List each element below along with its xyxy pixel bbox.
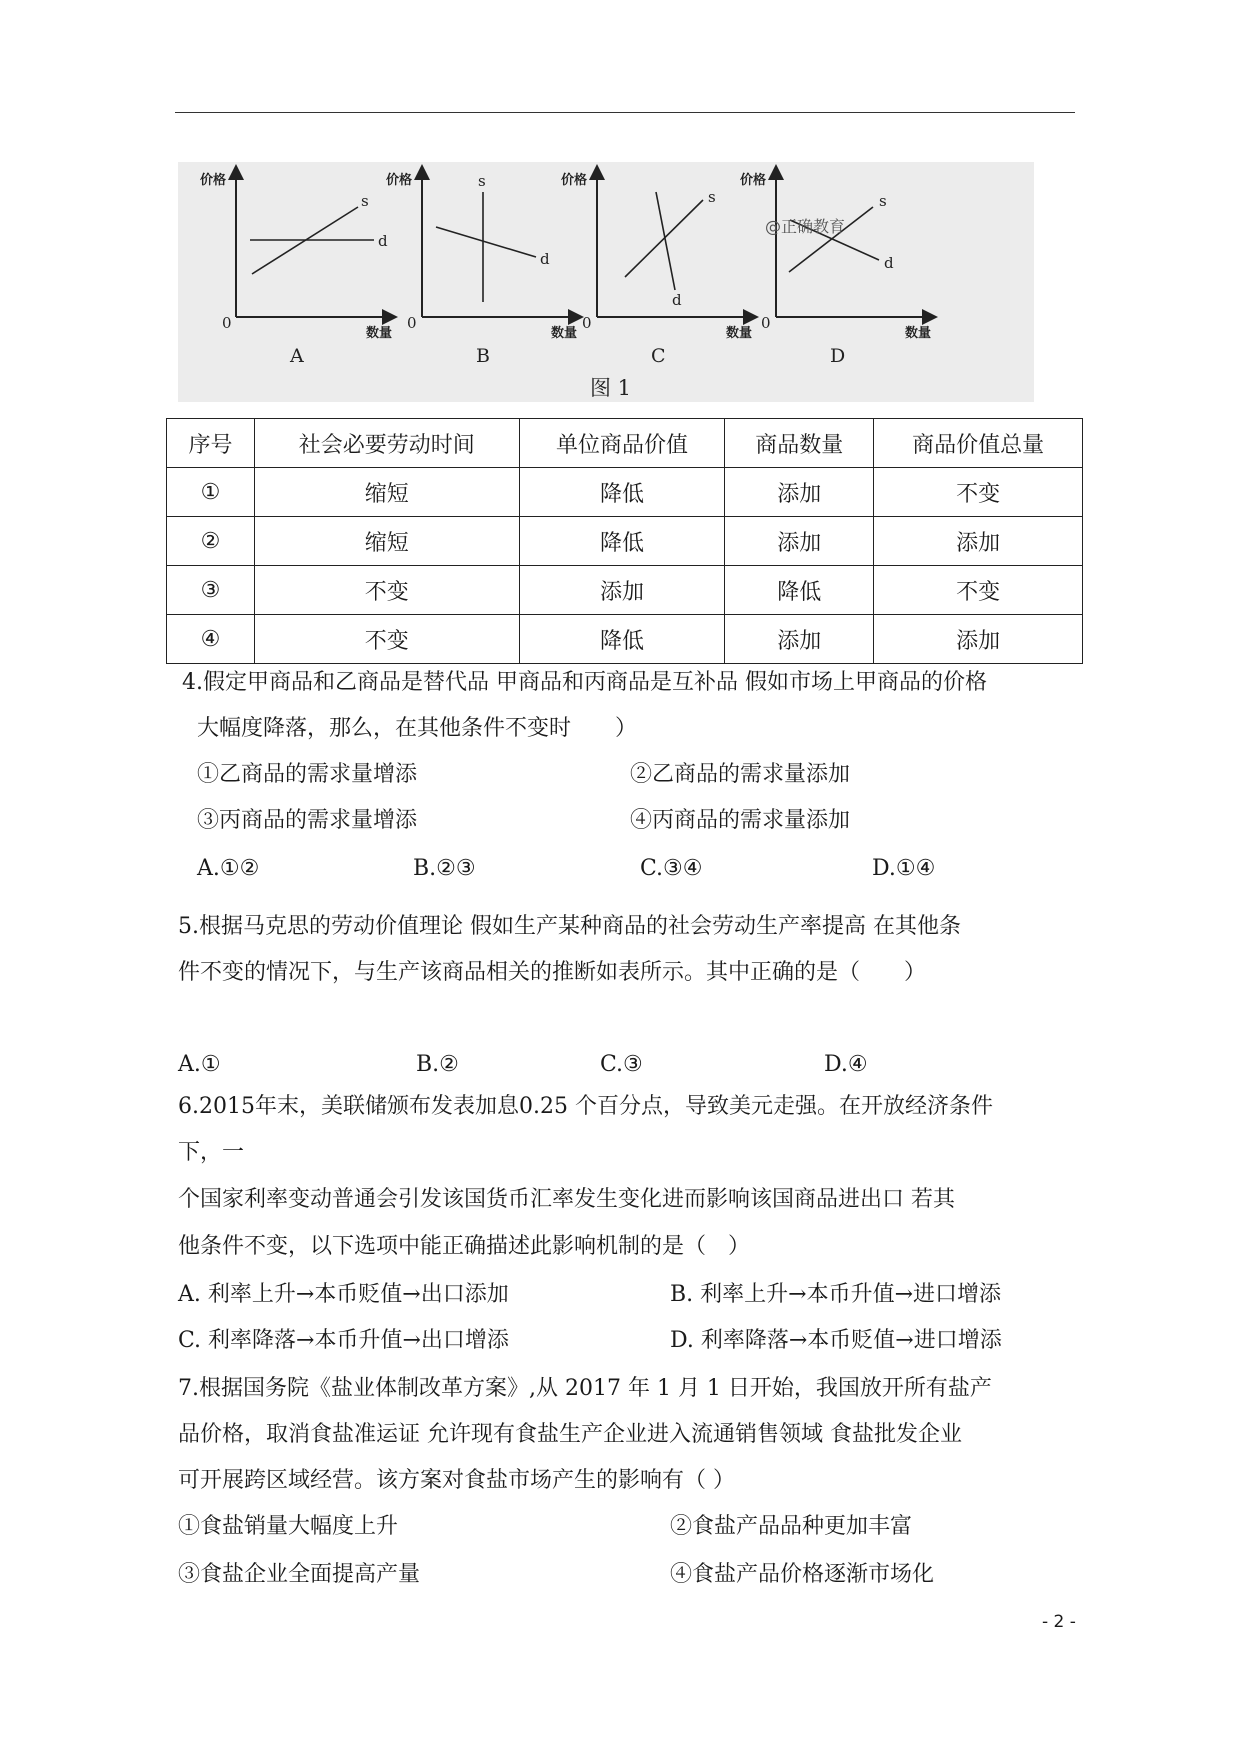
table-cell: 降低 bbox=[519, 468, 725, 517]
table-header-row bbox=[167, 419, 1083, 468]
demand-label: d bbox=[378, 232, 388, 250]
supply-line bbox=[625, 200, 703, 277]
q6-stem-line3: 个国家利率变动普通会引发该国货币汇率发生变化进而影响该国商品进出口 若其 bbox=[178, 1187, 955, 1212]
table-cell: 不变 bbox=[254, 566, 519, 615]
origin-label: 0 bbox=[407, 314, 417, 332]
origin-label: 0 bbox=[761, 314, 771, 332]
table-cell: 不变 bbox=[254, 615, 519, 664]
q4-choice-c: C.③④ bbox=[640, 856, 703, 881]
origin-label: 0 bbox=[222, 314, 232, 332]
table-cell: 不变 bbox=[874, 468, 1083, 517]
q5-stem-line2: 件不变的情况下，与生产该商品相关的推断如表所示。其中正确的是（ ） bbox=[178, 960, 927, 985]
table-header: 序号 bbox=[167, 419, 255, 468]
q6-stem-line2: 下，一 bbox=[178, 1140, 245, 1165]
table-header: 商品数量 bbox=[725, 419, 874, 468]
table-cell: 添加 bbox=[519, 566, 725, 615]
header-rule bbox=[175, 112, 1075, 113]
q7-stem-line3: 可开展跨区域经营。该方案对食盐市场产生的影响有（ ） bbox=[178, 1468, 735, 1493]
table-cell: 不变 bbox=[874, 566, 1083, 615]
y-axis-label: 价格 bbox=[200, 173, 227, 188]
panel-label: B bbox=[476, 345, 490, 367]
supply-demand-figure bbox=[178, 162, 1034, 402]
q5-choice-a: A.① bbox=[178, 1052, 221, 1077]
q7-statement-3: ③食盐企业全面提高产量 bbox=[178, 1562, 421, 1587]
q5-choice-d: D.④ bbox=[824, 1052, 868, 1077]
x-axis-label: 数量 bbox=[366, 326, 393, 341]
q4-statement-1: ①乙商品的需求量增添 bbox=[197, 762, 418, 787]
q7-statement-1: ①食盐销量大幅度上升 bbox=[178, 1514, 399, 1539]
y-axis-label: 价格 bbox=[740, 173, 767, 188]
page-number: - 2 - bbox=[1042, 1612, 1076, 1632]
demand-label: d bbox=[672, 291, 682, 309]
q7-stem-line1: 7.根据国务院《盐业体制改革方案》,从 2017 年 1 月 1 日开始，我国放开所有盐产 bbox=[178, 1376, 992, 1401]
q5-stem-line1: 5.根据马克思的劳动价值理论 假如生产某种商品的社会劳动生产率提高 在其他条 bbox=[178, 914, 961, 939]
q4-statement-4: ④丙商品的需求量添加 bbox=[630, 808, 851, 833]
q5-choice-c: C.③ bbox=[600, 1052, 643, 1077]
q4-choice-b: B.②③ bbox=[413, 856, 476, 881]
table-cell: 降低 bbox=[519, 517, 725, 566]
table-cell: 添加 bbox=[874, 615, 1083, 664]
x-axis-label: 数量 bbox=[905, 326, 932, 341]
demand-label: d bbox=[540, 250, 550, 268]
supply-demand-graphs bbox=[178, 162, 1034, 402]
q4-choice-d: D.①④ bbox=[872, 856, 936, 881]
table-row bbox=[167, 517, 1083, 566]
table-cell: ③ bbox=[167, 566, 255, 615]
table-cell: ① bbox=[167, 468, 255, 517]
q5-choice-b: B.② bbox=[416, 1052, 459, 1077]
table-cell: 添加 bbox=[725, 615, 874, 664]
supply-label: s bbox=[879, 192, 887, 210]
q7-statement-4: ④食盐产品价格逐渐市场化 bbox=[670, 1562, 935, 1587]
table-header: 单位商品价值 bbox=[519, 419, 725, 468]
panel-label: C bbox=[651, 345, 666, 367]
y-axis-label: 价格 bbox=[561, 173, 588, 188]
demand-line bbox=[436, 227, 536, 257]
supply-label: s bbox=[361, 192, 369, 210]
table-cell: 添加 bbox=[725, 517, 874, 566]
table-header: 商品价值总量 bbox=[874, 419, 1083, 468]
x-axis-label: 数量 bbox=[551, 326, 578, 341]
demand-label: d bbox=[884, 254, 894, 272]
data-table bbox=[166, 418, 1083, 664]
q4-stem-line2: 大幅度降落，那么，在其他条件不变时 ） bbox=[197, 716, 638, 741]
table-cell: 添加 bbox=[725, 468, 874, 517]
table-cell: 降低 bbox=[519, 615, 725, 664]
table-cell: 缩短 bbox=[254, 468, 519, 517]
q6-choice-c: C. 利率降落→本币升值→出口增添 bbox=[178, 1328, 509, 1353]
x-axis-label: 数量 bbox=[726, 326, 753, 341]
q6-stem-line1: 6.2015年末，美联储颁布发表加息0.25 个百分点，导致美元走强。在开放经济条件 bbox=[178, 1094, 993, 1119]
q7-stem-line2: 品价格，取消食盐准运证 允许现有食盐生产企业进入流通销售领域 食盐批发企业 bbox=[178, 1422, 962, 1447]
watermark: @正确教育 bbox=[765, 217, 846, 236]
table-row bbox=[167, 615, 1083, 664]
table-header: 社会必要劳动时间 bbox=[254, 419, 519, 468]
supply-label: s bbox=[708, 188, 716, 206]
graph-c bbox=[561, 172, 752, 367]
origin-label: 0 bbox=[582, 314, 592, 332]
q6-stem-line4: 他条件不变，以下选项中能正确描述此影响机制的是（ ） bbox=[178, 1234, 751, 1259]
y-axis-label: 价格 bbox=[386, 173, 413, 188]
q4-statement-3: ③丙商品的需求量增添 bbox=[197, 808, 418, 833]
q6-choice-b: B. 利率上升→本币升值→进口增添 bbox=[670, 1282, 1002, 1307]
panel-label: A bbox=[290, 345, 304, 367]
table-cell: 缩短 bbox=[254, 517, 519, 566]
demand-line bbox=[656, 192, 675, 290]
q4-choice-a: A.①② bbox=[197, 856, 260, 881]
q4-stem-line1: 4.假定甲商品和乙商品是替代品 甲商品和丙商品是互补品 假如市场上甲商品的价格 bbox=[182, 670, 987, 695]
table-cell: 降低 bbox=[725, 566, 874, 615]
table-cell: 添加 bbox=[874, 517, 1083, 566]
q7-statement-2: ②食盐产品品种更加丰富 bbox=[670, 1514, 913, 1539]
q6-choice-d: D. 利率降落→本币贬值→进口增添 bbox=[670, 1328, 1002, 1353]
panel-label: D bbox=[830, 345, 846, 367]
graph-a bbox=[200, 172, 392, 367]
supply-label: s bbox=[478, 172, 486, 190]
table-row bbox=[167, 468, 1083, 517]
graph-b bbox=[386, 172, 577, 367]
q6-choice-a: A. 利率上升→本币贬值→出口添加 bbox=[178, 1282, 509, 1307]
figure-caption: 图 1 bbox=[590, 376, 632, 400]
graph-d bbox=[740, 172, 931, 367]
table-cell: ④ bbox=[167, 615, 255, 664]
table-cell: ② bbox=[167, 517, 255, 566]
table-row bbox=[167, 566, 1083, 615]
q4-statement-2: ②乙商品的需求量添加 bbox=[630, 762, 851, 787]
